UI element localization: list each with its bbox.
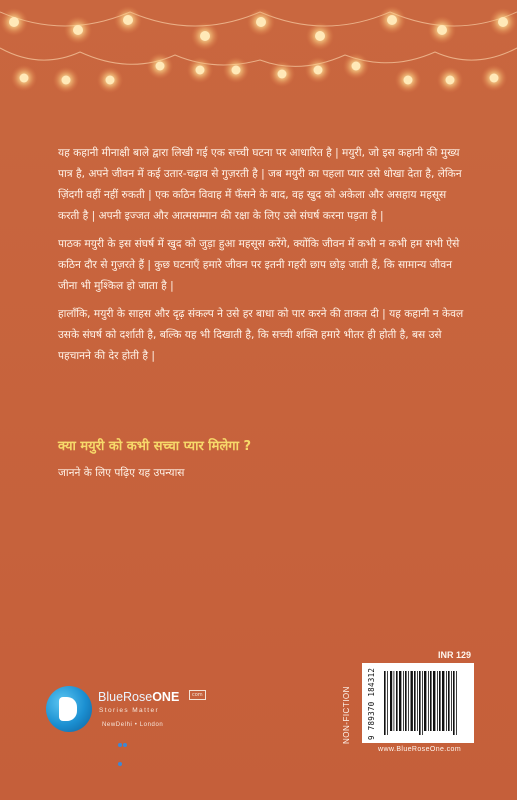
blurb-paragraph-2: पाठक मयुरी के इस संघर्ष में खुद को जुड़ा हुआ महसूस करेंगे, क्योंकि जीवन में कभी न कभी हम सभी ऐसे कठिन दौर से गुज़रते हैं | कुछ घटनाएँ हमारे जीवन पर इतनी गहरी छाप छोड़ जाती हैं, कि सामान्य जीवन जीना भी मुश्किल हो जाता है | [58,238,460,292]
publisher-cities: NewDelhi • London [102,722,164,728]
publisher-website: www.BlueRoseOne.com [378,746,462,753]
publisher-tagline: Stories Matter [99,707,160,714]
bluerose-logo-icon [46,686,92,732]
headline-question: क्या मयुरी को कभी सच्चा प्यार मिलेगा ? [58,439,252,454]
barcode-icon [362,663,474,743]
publisher-domain-box: com [189,690,206,700]
price-label: INR 129 [438,650,472,660]
publisher-name: BlueRoseONE [98,690,180,704]
blurb-text [58,143,470,374]
isbn-barcode [362,663,474,743]
blurb-paragraph-1: यह कहानी मीनाक्षी बाले द्वारा लिखी गई एक सच्ची घटना पर आधारित है | मयुरी, जो इस कहानी की मुख्य पात्र है, अपने जीवन में कई उतार-चढ़ाव से गुज़रती है | जब मयुरी का पहला प्यार उसे धोखा देता है, लेकिन ज़िंदगी वहीं नहीं रुकती | एक कठिन विवाह में फँसने के बाद, वह खुद को अकेला और असहाय महसूस करती है | अपनी इज्जत और आत्मसम्मान की रक्षा के लिए उसे संघर्ष करना पड़ता है | [58,147,462,222]
category-label: NON-FICTION [342,686,351,744]
isbn-number: 9 789370 184312 [367,667,376,740]
read-prompt: जानने के लिए पढ़िए यह उपन्यास [58,467,185,479]
publisher-logo [40,684,260,744]
string-lights-decoration [0,0,517,110]
social-icons [118,732,132,737]
blurb-paragraph-3: हालाँकि, मयुरी के साहस और दृढ़ संकल्प ने उसे हर बाधा को पार करने की ताकत दी | यह कहानी न केवल उसके संघर्ष को दर्शाती है, बल्कि यह भी दिखाती है, कि सच्ची शक्ति हमारे भीतर ही होती है, बस उसे पहचानने की देर होती है | [58,308,464,362]
